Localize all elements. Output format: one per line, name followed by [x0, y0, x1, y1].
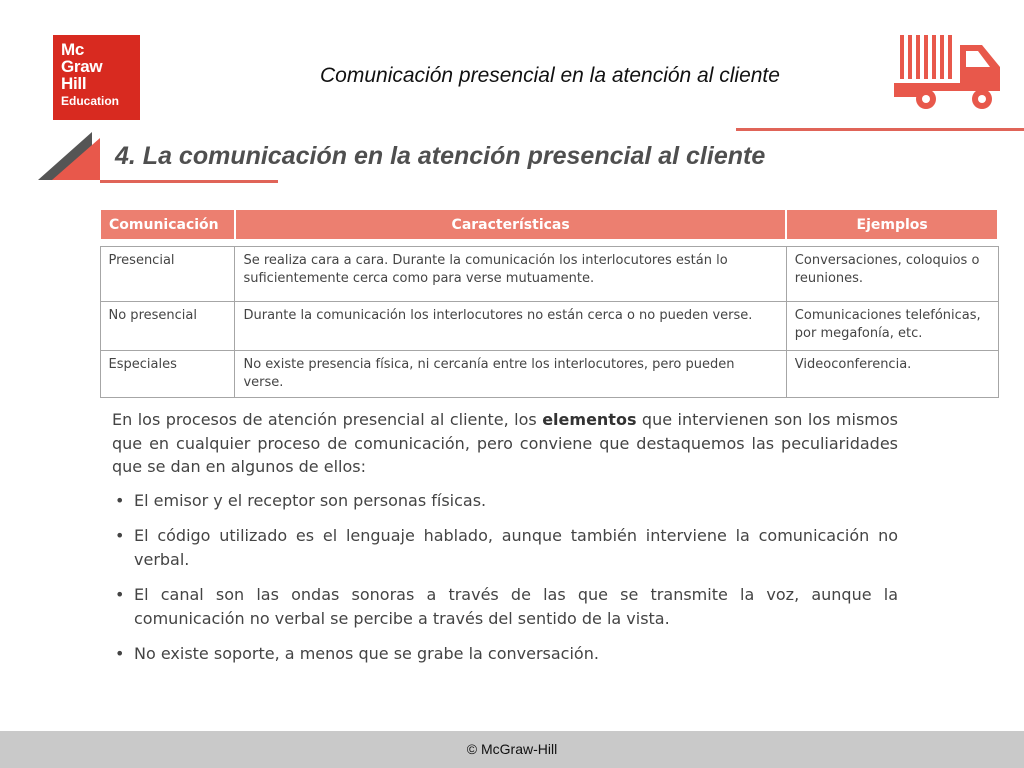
bullet-icon: • — [115, 644, 125, 663]
bullet-icon: • — [115, 490, 125, 510]
logo-line-1: Mc — [61, 40, 85, 59]
corner-decoration — [38, 128, 106, 184]
list-item: • No existe soporte, a menos que se grabe la conversación. — [112, 642, 898, 666]
table-cell-examples: Videoconferencia. — [786, 351, 998, 398]
bullet-list — [112, 489, 898, 666]
table-row — [100, 247, 998, 302]
table-header-cell: Comunicación — [100, 209, 235, 240]
keyword-elementos: elementos — [542, 410, 637, 429]
table-header-row — [100, 209, 998, 240]
body-text — [112, 408, 898, 678]
table-cell-type: Especiales — [100, 351, 235, 398]
logo-line-2: Graw — [61, 57, 103, 76]
table-cell-features: Durante la comunicación los interlocutores no están cerca o no pueden verse. — [235, 302, 786, 351]
section-underline — [100, 180, 278, 183]
table-cell-type: No presencial — [100, 302, 235, 351]
list-item: • El canal son las ondas sonoras a través de las que se transmite la voz, aunque la comunicación no verbal se percibe a través del sentido de la vista. — [115, 585, 898, 628]
mcgraw-hill-logo — [53, 35, 140, 120]
table-row — [100, 351, 998, 398]
truck-icon — [894, 33, 1006, 113]
header-divider — [736, 128, 1024, 131]
intro-paragraph: En los procesos de atención presencial al cliente, los elementos que intervienen son los mismos que en cualquier proceso de comunicación, pero conviene que destaquemos las peculiaridades que se dan en algunos de ellos: — [112, 410, 898, 476]
table-header-cell: Características — [235, 209, 786, 240]
table-cell-features: No existe presencia física, ni cercanía entre los interlocutores, pero pueden verse. — [235, 351, 786, 398]
table-cell-examples: Conversaciones, coloquios o reuniones. — [786, 247, 998, 302]
footer-copyright: © McGraw-Hill — [0, 731, 1024, 768]
table-row — [100, 302, 998, 351]
header-title: Comunicación presencial en la atención al cliente — [320, 64, 780, 87]
table-cell-features: Se realiza cara a cara. Durante la comunicación los interlocutores están lo suficientemente cerca como para verse mutuamente. — [235, 247, 786, 302]
section-title: 4. La comunicación en la atención presencial al cliente — [115, 142, 766, 170]
table-cell-type: Presencial — [100, 247, 235, 302]
list-item: • El emisor y el receptor son personas físicas. — [112, 489, 898, 513]
list-item: • El código utilizado es el lenguaje hablado, aunque también interviene la comunicación no verbal. — [115, 526, 898, 569]
bullet-icon: • — [115, 585, 125, 604]
table-cell-examples: Comunicaciones telefónicas, por megafonía, etc. — [786, 302, 998, 351]
logo-line-3: Hill — [61, 74, 87, 93]
logo-line-4: Education — [61, 94, 120, 108]
communication-table — [99, 208, 999, 398]
bullet-icon: • — [115, 526, 125, 545]
table-header-cell: Ejemplos — [786, 209, 998, 240]
